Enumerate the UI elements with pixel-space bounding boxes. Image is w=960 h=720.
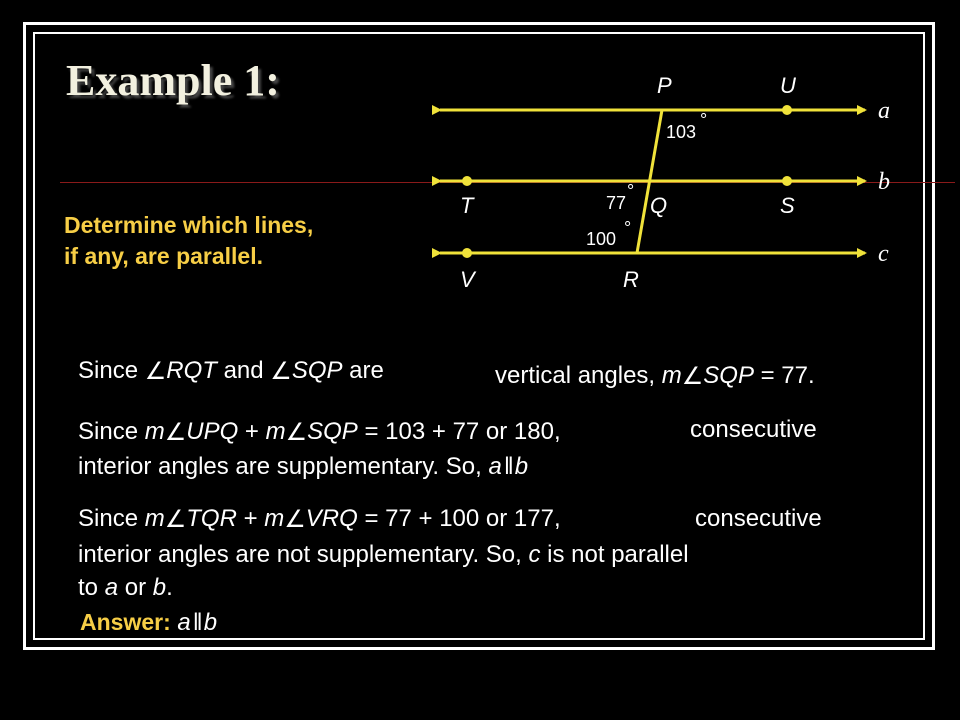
angle-77-degree: ° (627, 181, 635, 201)
parallel-symbol: ‖ (192, 609, 202, 636)
parallel-symbol: ‖ (503, 453, 513, 480)
label-q: Q (650, 193, 668, 218)
angle-symbol: ∠ (284, 506, 306, 533)
angle-100-degree: ° (624, 218, 632, 238)
line-label-b: b (878, 169, 890, 195)
point-v (462, 248, 472, 258)
prompt-line-2: if any, are parallel. (64, 243, 264, 269)
statement-vertical-angles: Since ∠RQT and ∠SQP are (78, 357, 384, 385)
statement-not-supplementary-cont: consecutive (695, 505, 822, 532)
point-s (782, 176, 792, 186)
slide-title: Example 1: (66, 56, 280, 105)
parallel-lines-diagram (420, 60, 900, 300)
statement-not-supplementary-conclusion: interior angles are not supplementary. So, c is not parallel (78, 541, 689, 568)
line-label-c: c (878, 241, 889, 267)
angle-symbol: ∠ (144, 358, 167, 385)
statement-supplementary-conclusion: interior angles are supplementary. So, a‖b (78, 453, 529, 480)
label-r: R (623, 267, 639, 292)
angle-103-degree: ° (700, 110, 708, 130)
label-t: T (460, 193, 474, 218)
angle-100-value: 100 (586, 229, 617, 249)
label-s: S (780, 193, 795, 218)
label-p: P (657, 73, 672, 98)
answer-row: Answer: a‖b (80, 609, 218, 636)
angle-symbol: ∠ (681, 363, 704, 390)
angle-103-value: 103 (666, 122, 697, 142)
answer-label: Answer: (80, 609, 171, 635)
angle-symbol: ∠ (285, 419, 308, 446)
statement-not-supplementary-end: to a or b. (78, 574, 173, 601)
problem-prompt (64, 210, 424, 272)
line-label-a: a (878, 98, 890, 124)
point-u (782, 105, 792, 115)
label-u: U (780, 73, 796, 98)
angle-symbol: ∠ (164, 506, 187, 533)
statement-not-supplementary-check: Since m∠TQR + m∠VRQ = 77 + 100 or 177, (78, 505, 561, 533)
label-v: V (460, 267, 475, 292)
angle-77-value: 77 (606, 193, 627, 213)
prompt-line-1: Determine which lines, (64, 212, 314, 238)
angle-symbol: ∠ (164, 419, 187, 446)
statement-vertical-angles-cont: vertical angles, m∠SQP = 77. (495, 362, 815, 390)
statement-supplementary-cont: consecutive (690, 416, 817, 443)
angle-symbol: ∠ (270, 358, 292, 385)
point-t (462, 176, 472, 186)
statement-supplementary-check: Since m∠UPQ + m∠SQP = 103 + 77 or 180, (78, 418, 561, 446)
